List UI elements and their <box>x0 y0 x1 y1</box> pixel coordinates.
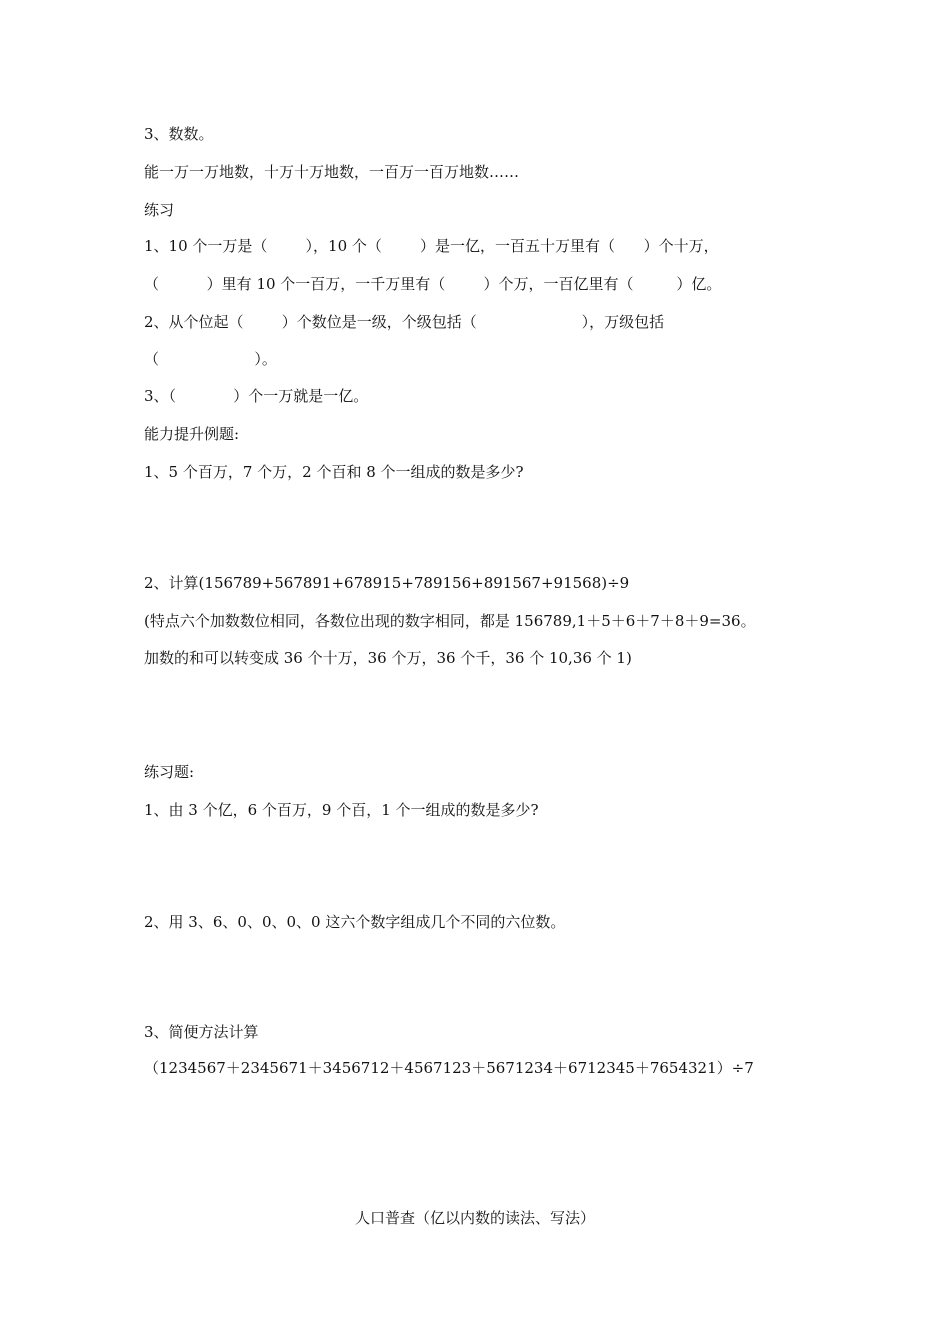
ability-note-line1: (特点六个加数数位相同，各数位出现的数字相同，都是 156789,1＋5＋6＋7＋8＋9=36。 <box>144 612 756 630</box>
practice-q2-line2: （ ）。 <box>144 350 277 368</box>
practice-q2-line1: 2、从个位起（ ）个数位是一级，个级包括（ ），万级包括 <box>144 313 665 331</box>
practice-heading: 练习 <box>144 201 175 219</box>
practice-q3: 3、（ ）个一万就是一亿。 <box>144 387 369 405</box>
ability-q2: 2、计算(156789+567891+678915+789156+891567+91568)÷9 <box>144 574 630 592</box>
ability-q1: 1、5 个百万，7 个万，2 个百和 8 个一组成的数是多少? <box>144 463 524 481</box>
practice-q1-line2: （ ）里有 10 个一百万，一千万里有（ ）个万，一百亿里有（ ）亿。 <box>144 275 722 293</box>
practice-q1-line1: 1、10 个一万是（ ），10 个（ ）是一亿，一百五十万里有（ ）个十万， <box>144 237 719 255</box>
ability-note-line2: 加数的和可以转变成 36 个十万，36 个万，36 个千，36 个 10,36 个 1) <box>144 649 632 667</box>
exercises-q2: 2、用 3、6、0、0、0、0 这六个数字组成几个不同的六位数。 <box>144 913 566 931</box>
exercises-q3: 3、简便方法计算 <box>144 1023 259 1041</box>
next-section-title: 人口普查（亿以内数的读法、写法） <box>354 1209 595 1227</box>
section-3-text: 能一万一万地数，十万十万地数，一百万一百万地数…… <box>144 163 520 181</box>
ability-heading: 能力提升例题: <box>144 425 240 443</box>
section-3-heading: 3、数数。 <box>144 125 214 143</box>
exercises-heading: 练习题: <box>144 763 195 781</box>
exercises-q1: 1、由 3 个亿，6 个百万，9 个百，1 个一组成的数是多少? <box>144 801 539 819</box>
exercises-q3-expression: （1234567＋2345671＋3456712＋4567123＋5671234＋6712345＋7654321）÷7 <box>144 1059 754 1077</box>
